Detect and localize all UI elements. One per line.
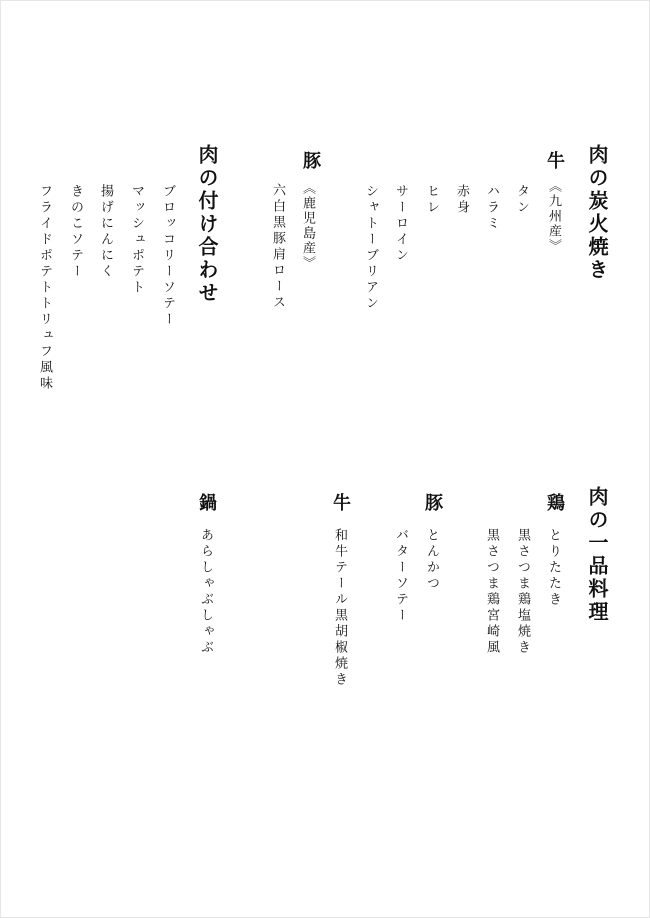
beef-heading: 牛 bbox=[544, 151, 565, 171]
chicken-heading: 鶏 bbox=[544, 493, 565, 513]
menu-item-oxtail: 和牛テール黒胡椒焼き bbox=[332, 528, 347, 688]
menu-item-broccoli: ブロッコリーソテー bbox=[160, 184, 175, 328]
menu-item-truffle-fries: フライドポテトトリュフ風味 bbox=[37, 184, 52, 392]
pork-origin: 《鹿児島産》 bbox=[300, 181, 315, 271]
sides-title: 肉の付け合わせ bbox=[195, 144, 219, 305]
menu-item-sirloin: サーロイン bbox=[393, 184, 408, 264]
menu-item-mashed-potato: マッシュポテト bbox=[129, 184, 144, 296]
menu-item-beef-tongue: タン bbox=[514, 184, 529, 216]
lower-pork-heading: 豚 bbox=[422, 493, 443, 513]
menu-item-lean: 赤身 bbox=[454, 184, 469, 216]
pork-heading: 豚 bbox=[300, 151, 321, 171]
menu-item-rokupaku-pork: 六白黒豚肩ロース bbox=[270, 183, 285, 311]
menu-item-fillet: ヒレ bbox=[424, 184, 439, 216]
menu-item-ara-shabu: あらしゃぶしゃぶ bbox=[198, 528, 213, 656]
menu-item-chicken-tataki: とりたたき bbox=[546, 528, 561, 608]
menu-item-chicken-salt: 黒さつま鶏塩焼き bbox=[515, 528, 530, 656]
beef-origin: 《九州産》 bbox=[546, 179, 561, 254]
menu-item-mushroom: きのこソテー bbox=[68, 184, 83, 280]
menu-item-harami: ハラミ bbox=[484, 184, 499, 232]
charcoal-grill-title: 肉の炭火焼き bbox=[585, 144, 609, 282]
meat-dishes-title: 肉の一品料理 bbox=[585, 486, 609, 624]
menu-item-tonkatsu: とんかつ bbox=[424, 528, 439, 592]
lower-beef-heading: 牛 bbox=[330, 493, 351, 513]
menu-item-butter-saute: バターソテー bbox=[393, 528, 408, 624]
hotpot-heading: 鍋 bbox=[196, 493, 217, 513]
menu-item-chicken-miyazaki: 黒さつま鶏宮崎風 bbox=[484, 528, 499, 656]
menu-item-chateaubriand: シャトーブリアン bbox=[363, 184, 378, 312]
menu-item-fried-garlic: 揚げにんにく bbox=[98, 184, 113, 280]
